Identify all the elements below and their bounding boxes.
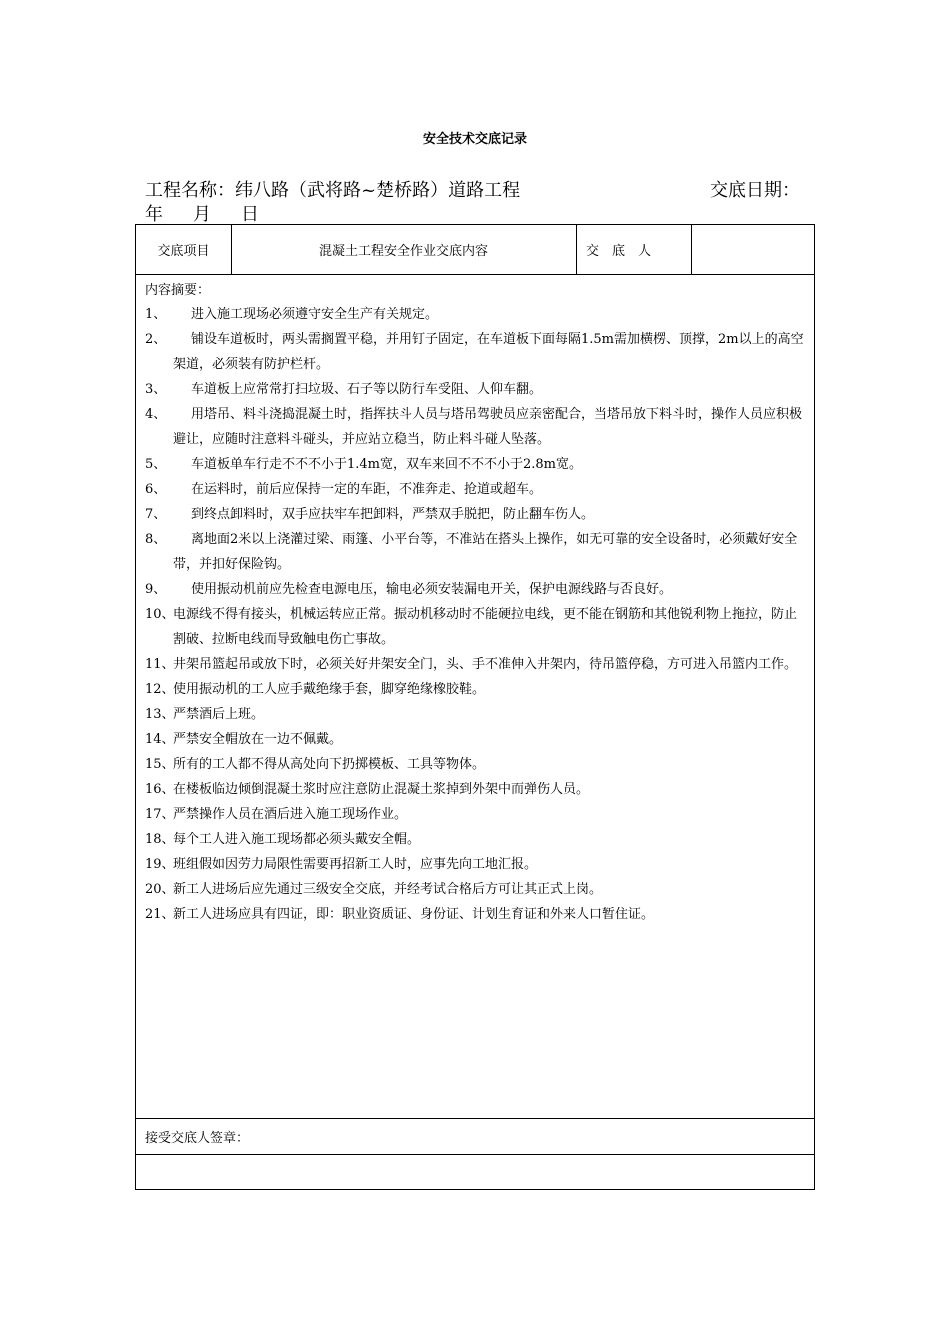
list-item (136, 402, 814, 452)
list-item (136, 727, 814, 752)
list-item-text: 使用振动机前应先检查电源电压，输电必须安装漏电开关，保护电源线路与否良好。 (191, 582, 673, 597)
list-item-number: 9、 (145, 582, 167, 597)
list-item-number: 5、 (145, 457, 167, 472)
list-item (136, 327, 814, 377)
list-item-text: 电源线不得有接头，机械运转应正常。振动机移动时不能硬拉电线，更不能在钢筋和其他锐利物上拖拉，防止割破、拉断电线而导致触电伤亡事故。 (173, 607, 798, 647)
list-item-text: 新工人进场后应先通过三级安全交底，并经考试合格后方可让其正式上岗。 (173, 882, 603, 897)
list-item (136, 877, 814, 902)
list-item-number: 10、 (145, 607, 175, 622)
list-item (136, 802, 814, 827)
list-item (136, 852, 814, 877)
list-item-number: 14、 (145, 732, 175, 747)
list-item-text: 严禁操作人员在酒后进入施工现场作业。 (173, 807, 408, 822)
list-item-number: 8、 (145, 532, 167, 547)
list-item-number: 7、 (145, 507, 167, 522)
list-item (136, 577, 814, 602)
person-label: 交 底 人 (586, 244, 652, 259)
list-item-text: 用塔吊、料斗浇捣混凝土时，指挥扶斗人员与塔吊驾驶员应亲密配合，当塔吊放下料斗时，操作人员应积极避让，应随时注意料斗碰头，并应站立稳当，防止料斗碰人坠落。 (173, 407, 803, 447)
list-item-number: 2、 (145, 332, 167, 347)
list-item-text: 每个工人进入施工现场都必须头戴安全帽。 (173, 832, 421, 847)
project-name: 工程名称：纬八路（武将路~楚桥路）道路工程 (145, 180, 521, 201)
list-item (136, 477, 814, 502)
list-item (136, 452, 814, 477)
content-summary (136, 280, 814, 927)
list-item (136, 902, 814, 927)
content-list (136, 302, 814, 927)
list-item (136, 752, 814, 777)
list-item (136, 527, 814, 577)
list-item-number: 4、 (145, 407, 167, 422)
list-item (136, 602, 814, 652)
list-item-text: 进入施工现场必须遵守安全生产有关规定。 (191, 307, 439, 322)
date-day: 日 (241, 204, 259, 225)
list-item-number: 20、 (145, 882, 175, 897)
list-item-text: 所有的工人都不得从高处向下扔掷模板、工具等物体。 (173, 757, 486, 772)
list-item-text: 新工人进场应具有四证，即：职业资质证、身份证、计划生育证和外来人口暂住证。 (173, 907, 655, 922)
list-item-number: 19、 (145, 857, 175, 872)
list-item-number: 11、 (145, 657, 175, 672)
record-table (135, 224, 815, 1190)
content-heading: 内容摘要： (145, 283, 211, 298)
list-item-text: 到终点卸料时，双手应扶牢车把卸料，严禁双手脱把，防止翻车伤人。 (191, 507, 595, 522)
list-item-text: 在运料时，前后应保持一定的车距，不准奔走、抢道或超车。 (191, 482, 543, 497)
list-item-number: 1、 (145, 307, 167, 322)
list-item-number: 17、 (145, 807, 175, 822)
item-value: 混凝土工程安全作业交底内容 (318, 244, 488, 259)
list-item-number: 15、 (145, 757, 175, 772)
list-item (136, 302, 814, 327)
list-item (136, 377, 814, 402)
list-item-text: 在楼板临边倾倒混凝土浆时应注意防止混凝土浆掉到外架中而弹伤人员。 (173, 782, 590, 797)
list-item (136, 827, 814, 852)
list-item-text: 车道板单车行走不不不小于1.4m宽，双车来回不不不小于2.8m宽。 (191, 457, 583, 472)
signature-area[interactable] (136, 1155, 814, 1189)
document-title: 安全技术交底记录 (422, 132, 527, 147)
date-line (145, 200, 259, 226)
list-item-text: 铺设车道板时，两头需搁置平稳，并用钉子固定，在车道板下面每隔1.5m需加横楞、顶撑，2m以上的高空架道，必须装有防护栏杆。 (173, 332, 804, 372)
list-item-number: 21、 (145, 907, 175, 922)
item-label: 交底项目 (157, 244, 210, 259)
list-item-text: 严禁安全帽放在一边不佩戴。 (173, 732, 343, 747)
date-year: 年 (145, 204, 163, 225)
date-month: 月 (193, 204, 211, 225)
list-item-text: 离地面2米以上浇灌过梁、雨篷、小平台等，不准站在搭头上操作，如无可靠的安全设备时，必须戴好安全带，并扣好保险钩。 (173, 532, 798, 572)
person-value[interactable] (691, 225, 815, 274)
list-item-text: 使用振动机的工人应手戴绝缘手套，脚穿绝缘橡胶鞋。 (173, 682, 486, 697)
sign-label: 接受交底人签章： (145, 1131, 250, 1146)
list-item-number: 13、 (145, 707, 175, 722)
list-item-number: 18、 (145, 832, 175, 847)
list-item (136, 652, 814, 677)
list-item-text: 班组假如因劳力局限性需要再招新工人时，应事先向工地汇报。 (173, 857, 538, 872)
list-item (136, 702, 814, 727)
list-item-number: 6、 (145, 482, 167, 497)
list-item-number: 12、 (145, 682, 175, 697)
list-item (136, 777, 814, 802)
list-item (136, 502, 814, 527)
list-item-text: 井架吊篮起吊或放下时，必须关好井架安全门，头、手不准伸入井架内，待吊篮停稳，方可进入吊篮内工作。 (173, 657, 798, 672)
list-item-text: 严禁酒后上班。 (173, 707, 265, 722)
list-item-text: 车道板上应常常打扫垃圾、石子等以防行车受阻、人仰车翻。 (191, 382, 543, 397)
list-item-number: 16、 (145, 782, 175, 797)
date-label: 交底日期： (710, 180, 800, 201)
list-item (136, 677, 814, 702)
list-item-number: 3、 (145, 382, 167, 397)
